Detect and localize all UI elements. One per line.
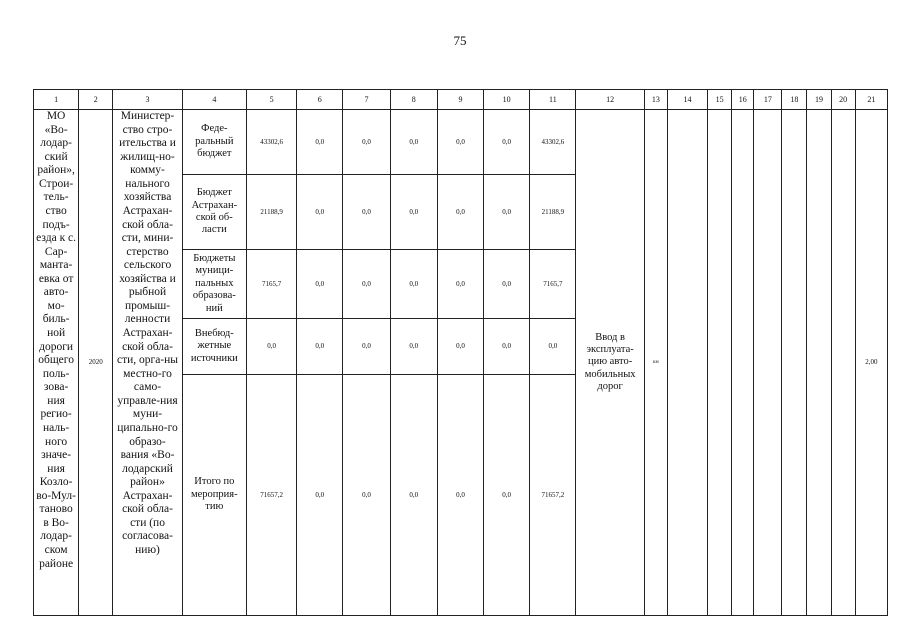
indicator-name: Ввод в эксплуата-цию авто-мобильных дорог: [576, 110, 644, 616]
empty-cell: [782, 110, 807, 616]
header-cell: 8: [390, 90, 437, 110]
header-cell: 15: [708, 90, 732, 110]
amount-cell: 21188,9: [530, 175, 576, 250]
page-number: 75: [453, 33, 467, 48]
indicator-value-2020: 2,00: [855, 110, 887, 616]
unit-cell: км: [644, 110, 667, 616]
header-cell: 1: [34, 90, 79, 110]
amount-cell: 71657,2: [530, 375, 576, 616]
header-cell: 18: [782, 90, 807, 110]
amount-cell: 0,0: [297, 175, 343, 250]
amount-cell: 0,0: [484, 319, 530, 375]
amount-cell: 0,0: [484, 110, 530, 175]
amount-cell: 0,0: [437, 250, 483, 319]
empty-cell: [831, 110, 855, 616]
amount-cell: 0,0: [437, 375, 483, 616]
amount-cell: 0,0: [390, 110, 437, 175]
amount-total: 71657,2: [246, 375, 296, 616]
header-cell: 2: [79, 90, 113, 110]
funding-source: Феде-ральный бюджет: [182, 110, 246, 175]
header-cell: 6: [297, 90, 343, 110]
funding-source: Бюджет Астрахан-ской об-ласти: [182, 175, 246, 250]
amount-total: 0,0: [246, 319, 296, 375]
amount-cell: 0,0: [343, 319, 390, 375]
amount-cell: 0,0: [390, 319, 437, 375]
empty-cell: [754, 110, 782, 616]
amount-cell: 0,0: [437, 175, 483, 250]
amount-cell: 0,0: [484, 375, 530, 616]
header-cell: 11: [530, 90, 576, 110]
funding-source: Внебюд-жетные источники: [182, 319, 246, 375]
header-cell: 3: [113, 90, 182, 110]
amount-cell: 0,0: [390, 175, 437, 250]
amount-total: 43302,6: [246, 110, 296, 175]
empty-cell: [667, 110, 707, 616]
header-cell: 19: [807, 90, 831, 110]
amount-total: 21188,9: [246, 175, 296, 250]
column-numbers-row: [34, 90, 888, 110]
header-cell: 7: [343, 90, 390, 110]
year-cell: 2020: [79, 110, 113, 616]
amount-cell: 0,0: [484, 175, 530, 250]
header-cell: 20: [831, 90, 855, 110]
empty-cell: [807, 110, 831, 616]
header-cell: 21: [855, 90, 887, 110]
funding-source-total: Итого по мероприя-тию: [182, 375, 246, 616]
amount-cell: 0,0: [343, 110, 390, 175]
amount-cell: 0,0: [343, 175, 390, 250]
amount-cell: 0,0: [530, 319, 576, 375]
amount-cell: 0,0: [297, 319, 343, 375]
amount-cell: 0,0: [437, 110, 483, 175]
amount-cell: 0,0: [297, 250, 343, 319]
empty-cell: [708, 110, 732, 616]
amount-cell: 43302,6: [530, 110, 576, 175]
header-cell: 14: [667, 90, 707, 110]
header-cell: 4: [182, 90, 246, 110]
amount-cell: 0,0: [390, 375, 437, 616]
amount-cell: 0,0: [297, 110, 343, 175]
amount-cell: 0,0: [484, 250, 530, 319]
amount-cell: 0,0: [343, 250, 390, 319]
amount-cell: 7165,7: [530, 250, 576, 319]
activity-name: МО «Во-лодар-ский район», Строи-тель-ство подъ-езда к с. Сар-манта-евка от авто-мо-биль-ной дороги общего поль-зова-ния регио-наль-ного значе-ния Козло-во-Мул-таново в Во-лодар-ском районе: [34, 110, 79, 616]
amount-cell: 0,0: [297, 375, 343, 616]
header-cell: 17: [754, 90, 782, 110]
header-cell: 10: [484, 90, 530, 110]
header-cell: 12: [576, 90, 644, 110]
responsible-executors: Министер-ство стро-ительства и жилищ-но-комму-нального хозяйства Астрахан-ской обла-сти, мини-стерство сельского хозяйства и рыбной промыш-ленности Астрахан-ской обла-сти, орга-ны местно-го само-управле-ния муни-ципально-го образо-вания «Во-лодарский район» Астрахан-ской обла-сти (по согласова-нию): [113, 110, 182, 616]
amount-cell: 0,0: [343, 375, 390, 616]
funding-source: Бюджеты муници-пальных образова-ний: [182, 250, 246, 319]
amount-total: 7165,7: [246, 250, 296, 319]
header-cell: 16: [732, 90, 754, 110]
header-cell: 9: [437, 90, 483, 110]
header-cell: 13: [644, 90, 667, 110]
program-table: [33, 89, 888, 616]
amount-cell: 0,0: [437, 319, 483, 375]
empty-cell: [732, 110, 754, 616]
header-cell: 5: [246, 90, 296, 110]
amount-cell: 0,0: [390, 250, 437, 319]
table-row: [34, 110, 888, 175]
